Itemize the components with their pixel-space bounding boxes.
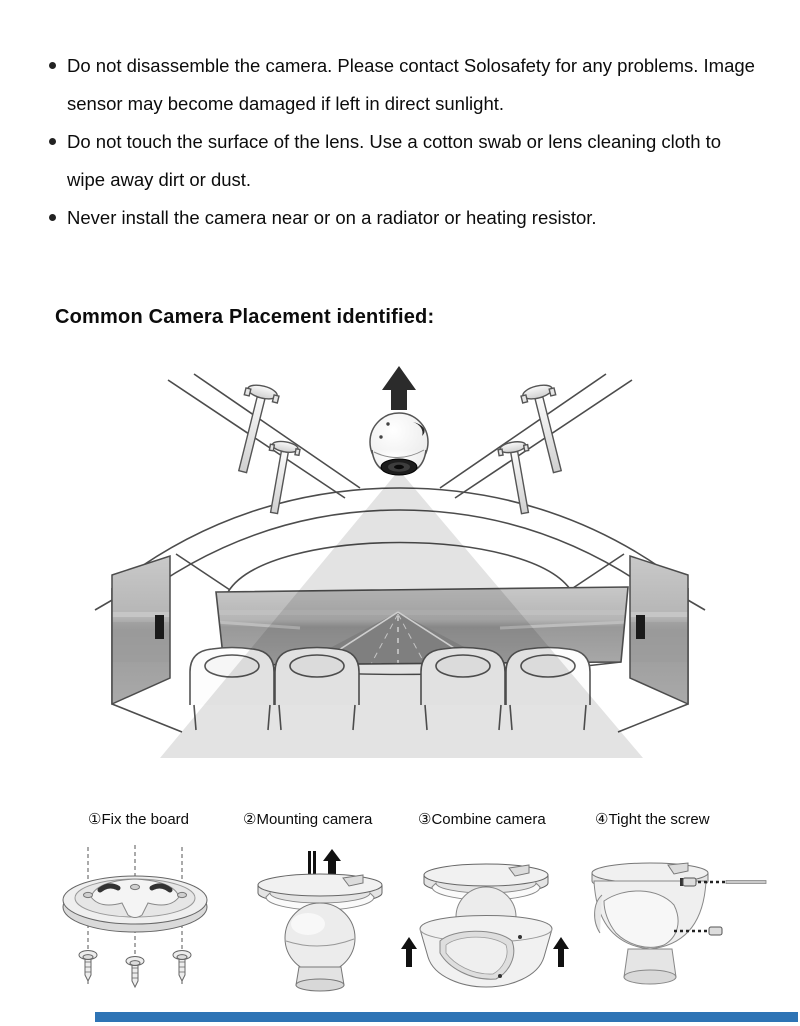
- step-2-label: ②Mounting camera: [243, 811, 373, 828]
- bullet-icon: [49, 138, 56, 145]
- up-arrow-icon: [382, 366, 416, 410]
- up-arrow-icon: [401, 937, 417, 967]
- tight-screw-illustration: [570, 845, 770, 995]
- right-side-window: [626, 550, 690, 710]
- section-heading: Common Camera Placement identified:: [55, 306, 435, 328]
- combine-camera-illustration: [398, 845, 573, 1000]
- step-4-label: ④Tight the screw: [595, 811, 710, 828]
- window-handle-bar: [155, 615, 164, 639]
- up-arrow-icon: [553, 937, 569, 967]
- camera-placement-illustration: [0, 360, 800, 800]
- bullet-icon: [49, 214, 56, 221]
- note-item: [44, 47, 760, 123]
- screw-icon: [79, 951, 97, 982]
- screw-icon: [173, 951, 191, 982]
- bullet-icon: [49, 62, 56, 69]
- note-item: [44, 123, 760, 199]
- cable: [313, 851, 316, 875]
- cable: [308, 851, 311, 875]
- note-text: Do not disassemble the camera. Please contact Solosafety for any problems. Image sensor may become damaged if left in direct sunlight.: [67, 55, 755, 114]
- footer-accent-bar: [95, 1012, 798, 1022]
- camera-care-notes: [44, 47, 760, 237]
- base-plate-illustration: [50, 845, 220, 995]
- note-item: [44, 199, 760, 237]
- window-handle-bar: [636, 615, 645, 639]
- side-screw: [680, 878, 766, 886]
- screw-icon: [126, 957, 144, 988]
- note-text: Never install the camera near or on a radiator or heating resistor.: [67, 207, 597, 228]
- dome-camera: [370, 413, 428, 475]
- step-3-label: ③Combine camera: [418, 811, 546, 828]
- camera-housing: [420, 916, 552, 988]
- up-arrow-icon: [323, 849, 341, 877]
- note-text: Do not touch the surface of the lens. Use a cotton swab or lens cleaning cloth to wipe away dirt or dust.: [67, 131, 722, 190]
- mounting-camera-illustration: [235, 845, 405, 995]
- camera-ball: [285, 903, 355, 973]
- left-side-window: [110, 550, 174, 710]
- step-1-label: ①Fix the board: [88, 811, 189, 828]
